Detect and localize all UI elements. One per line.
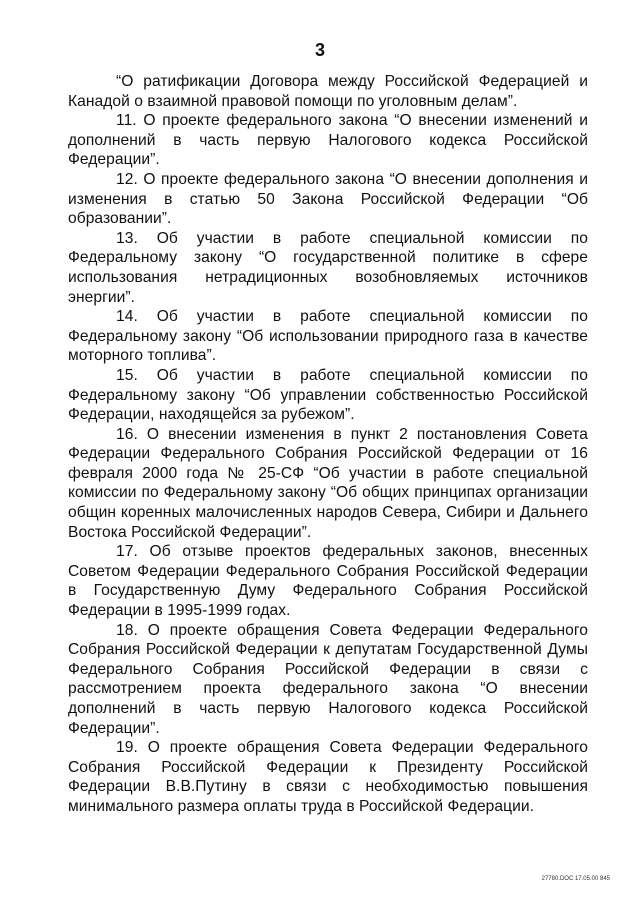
agenda-item-14: 14. Об участии в работе специальной комиссии по Федеральному закону “Об использовании природного газа в качестве моторного топлива”. [68,308,588,365]
agenda-item-13: 13. Об участии в работе специальной комиссии по Федеральному закону “О государственной политике в сфере использования нетрадиционных возобновляемых источников энергии”. [68,229,588,306]
agenda-item-15: 15. Об участии в работе специальной комиссии по Федеральному закону “Об управлении собственностью Российской Федерации, находящейся за рубежом”. [68,366,588,424]
page-number: 3 [314,40,325,60]
agenda-item-12: 12. О проекте федерального закона “О внесении дополнения и изменения в статью 50 Закона Российской Федерации “Об образовании”. [68,170,588,228]
agenda-item-10-continuation: “О ратификации Договора между Российской Федерацией и Канадой о взаимной правовой помощи по уголовным делам”. [68,73,588,110]
agenda-item-11: 11. О проекте федерального закона “О внесении изменений и дополнений в часть первую Налогового кодекса Российской Федерации”. [68,112,588,169]
agenda-item-16: 16. О внесении изменения в пункт 2 постановления Совета Федерации Федерального Собрания Российской Федерации от 16 февраля 2000 года № 25-СФ “Об участии в работе специальной комиссии по Федеральному закону “Об общих принципах организации общин коренных малочисленных народов Севера, Сибири и Дальнего Востока Российской Федерации”. [68,425,588,541]
agenda-list [68,72,588,817]
agenda-item-17: 17. Об отзыве проектов федеральных законов, внесенных Советом Федерации Федерального Собрания Российской Федерации в Государственную Думу Федерального Собрания Российской Федерации в 1995-1999 годах. [68,543,588,620]
agenda-item-18: 18. О проекте обращения Совета Федерации Федерального Собрания Российской Федерации к депутатам Государственной Думы Федерального Собрания Российской Федерации в связи с рассмотрением проекта федерального закона “О внесении дополнений в часть первую Налогового кодекса Российской Федерации”. [68,621,588,737]
agenda-item-19: 19. О проекте обращения Совета Федерации Федерального Собрания Российской Федерации к Президенту Российской Федерации В.В.Путину в связи с необходимостью повышения минимального размера оплаты труда в Российской Федерации. [68,739,588,815]
document-footer-code: 27780.DOC 17.05.00 845 [541,876,610,882]
